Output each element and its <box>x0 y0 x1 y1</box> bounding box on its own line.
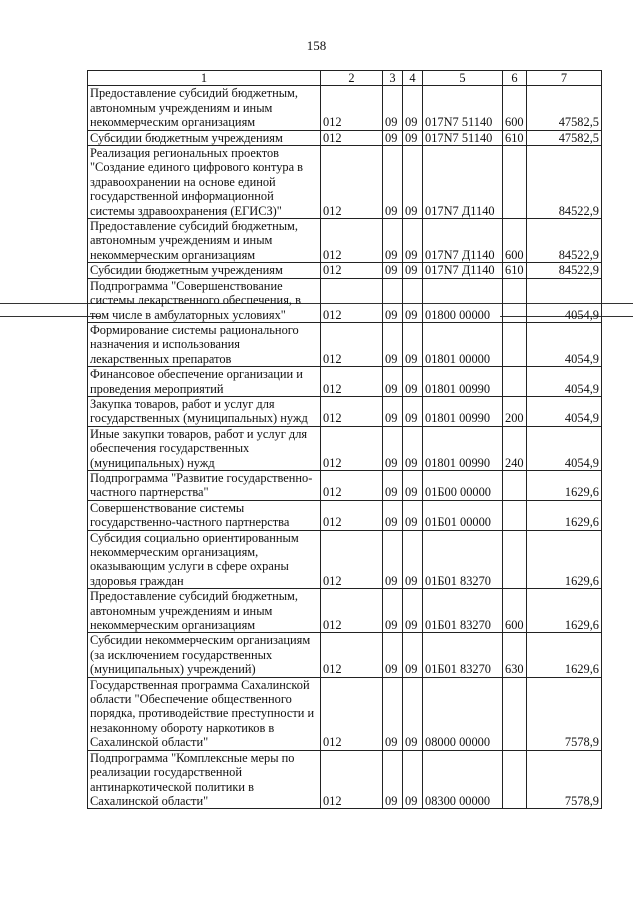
section-code: 09 <box>383 633 403 677</box>
section-code: 09 <box>383 86 403 130</box>
expense-type <box>503 677 527 750</box>
subsection-code: 09 <box>403 500 423 530</box>
table-row <box>88 530 602 589</box>
subsection-code: 09 <box>403 426 423 470</box>
section-code: 09 <box>383 500 403 530</box>
expense-type <box>503 322 527 366</box>
subsection-code: 09 <box>403 322 423 366</box>
column-header: 6 <box>503 71 527 86</box>
expense-type <box>503 500 527 530</box>
ministry-code: 012 <box>321 146 383 219</box>
row-name: Формирование системы рационального назначения и использования лекарственных препаратов <box>88 322 321 366</box>
section-code: 09 <box>383 470 403 500</box>
expense-type <box>503 470 527 500</box>
ministry-code: 012 <box>321 367 383 397</box>
section-code: 09 <box>383 367 403 397</box>
row-name: Закупка товаров, работ и услуг для государственных (муниципальных) нужд <box>88 396 321 426</box>
amount: 4054,9 <box>527 322 602 366</box>
row-name: Субсидии бюджетным учреждениям <box>88 263 321 278</box>
subsection-code: 09 <box>403 130 423 145</box>
section-code: 09 <box>383 750 403 809</box>
table-row <box>88 219 602 263</box>
ministry-code: 012 <box>321 530 383 589</box>
ministry-code: 012 <box>321 677 383 750</box>
subsection-code: 09 <box>403 750 423 809</box>
target-article: 01Б01 83270 <box>423 530 503 589</box>
expense-type <box>503 278 527 322</box>
amount: 7578,9 <box>527 677 602 750</box>
row-name: Субсидии бюджетным учреждениям <box>88 130 321 145</box>
page-number: 158 <box>306 38 327 53</box>
subsection-code: 09 <box>403 396 423 426</box>
table-row <box>88 263 602 278</box>
subsection-code: 09 <box>403 86 423 130</box>
section-code: 09 <box>383 130 403 145</box>
target-article: 017N7 Д1140 <box>423 263 503 278</box>
target-article: 01Б01 00000 <box>423 500 503 530</box>
amount: 47582,5 <box>527 86 602 130</box>
table-row <box>88 750 602 809</box>
table-row <box>88 86 602 130</box>
amount: 47582,5 <box>527 130 602 145</box>
expense-type <box>503 750 527 809</box>
table-row <box>88 500 602 530</box>
expense-type: 600 <box>503 589 527 633</box>
row-name: Субсидии некоммерческим организациям (за исключением государственных (муниципальных) учреждений) <box>88 633 321 677</box>
amount: 4054,9 <box>527 426 602 470</box>
section-code: 09 <box>383 426 403 470</box>
section-code: 09 <box>383 263 403 278</box>
target-article: 017N7 51140 <box>423 86 503 130</box>
expense-type: 630 <box>503 633 527 677</box>
subsection-code: 09 <box>403 278 423 322</box>
expense-type: 610 <box>503 130 527 145</box>
amount: 4054,9 <box>527 367 602 397</box>
amount: 1629,6 <box>527 530 602 589</box>
table-row <box>88 589 602 633</box>
section-code: 09 <box>383 677 403 750</box>
subsection-code: 09 <box>403 677 423 750</box>
column-header: 4 <box>403 71 423 86</box>
expense-type <box>503 367 527 397</box>
table-row <box>88 146 602 219</box>
row-name: Предоставление субсидий бюджетным, автономным учреждениям и иным некоммерческим организациям <box>88 86 321 130</box>
target-article: 08000 00000 <box>423 677 503 750</box>
subsection-code: 09 <box>403 633 423 677</box>
section-code: 09 <box>383 146 403 219</box>
expense-type <box>503 530 527 589</box>
table-row <box>88 130 602 145</box>
row-name: Подпрограмма "Развитие государственно-частного партнерства" <box>88 470 321 500</box>
ministry-code: 012 <box>321 633 383 677</box>
ministry-code: 012 <box>321 426 383 470</box>
subsection-code: 09 <box>403 530 423 589</box>
column-header: 1 <box>88 71 321 86</box>
ministry-code: 012 <box>321 470 383 500</box>
target-article: 017N7 Д1140 <box>423 146 503 219</box>
target-article: 01801 00990 <box>423 426 503 470</box>
target-article: 01801 00990 <box>423 396 503 426</box>
amount: 7578,9 <box>527 750 602 809</box>
section-code: 09 <box>383 219 403 263</box>
target-article: 01Б00 00000 <box>423 470 503 500</box>
row-name: Предоставление субсидий бюджетным, автономным учреждениям и иным некоммерческим организациям <box>88 589 321 633</box>
subsection-code: 09 <box>403 470 423 500</box>
target-article: 01Б01 83270 <box>423 633 503 677</box>
budget-table <box>87 70 602 809</box>
amount: 84522,9 <box>527 219 602 263</box>
target-article: 08300 00000 <box>423 750 503 809</box>
section-code: 09 <box>383 396 403 426</box>
amount: 1629,6 <box>527 589 602 633</box>
subsection-code: 09 <box>403 367 423 397</box>
table-row <box>88 426 602 470</box>
ministry-code: 012 <box>321 396 383 426</box>
table-body <box>88 86 602 809</box>
ministry-code: 012 <box>321 589 383 633</box>
section-code: 09 <box>383 589 403 633</box>
subsection-code: 09 <box>403 146 423 219</box>
expense-type: 610 <box>503 263 527 278</box>
column-header: 5 <box>423 71 503 86</box>
subsection-code: 09 <box>403 219 423 263</box>
row-name: Подпрограмма "Комплексные меры по реализации государственной антинаркотической политики в Сахалинской области" <box>88 750 321 809</box>
section-code: 09 <box>383 322 403 366</box>
subsection-code: 09 <box>403 589 423 633</box>
target-article: 017N7 51140 <box>423 130 503 145</box>
target-article: 01801 00990 <box>423 367 503 397</box>
row-name: Реализация региональных проектов "Создание единого цифрового контура в здравоохранении на основе единой государственной информационной системы здравоохранения (ЕГИСЗ)" <box>88 146 321 219</box>
ministry-code: 012 <box>321 219 383 263</box>
amount: 1629,6 <box>527 633 602 677</box>
expense-type: 600 <box>503 86 527 130</box>
ministry-code: 012 <box>321 263 383 278</box>
target-article: 01Б01 83270 <box>423 589 503 633</box>
expense-type: 240 <box>503 426 527 470</box>
row-name: Подпрограмма "Совершенствование системы лекарственного обеспечения, в том числе в амбулаторных условиях" <box>88 278 321 322</box>
table-row <box>88 396 602 426</box>
section-code: 09 <box>383 530 403 589</box>
amount: 1629,6 <box>527 470 602 500</box>
row-name: Совершенствование системы государственно-частного партнерства <box>88 500 321 530</box>
section-code: 09 <box>383 278 403 322</box>
ministry-code: 012 <box>321 750 383 809</box>
column-header: 3 <box>383 71 403 86</box>
ministry-code: 012 <box>321 130 383 145</box>
expense-type: 200 <box>503 396 527 426</box>
amount: 1629,6 <box>527 500 602 530</box>
table-row <box>88 367 602 397</box>
expense-type <box>503 146 527 219</box>
row-name: Государственная программа Сахалинской области "Обеспечение общественного порядка, противодействие преступности и незаконному обороту наркотиков в Сахалинской области" <box>88 677 321 750</box>
row-name: Финансовое обеспечение организации и проведения мероприятий <box>88 367 321 397</box>
column-header: 2 <box>321 71 383 86</box>
strike-line <box>0 316 100 317</box>
subsection-code: 09 <box>403 263 423 278</box>
ministry-code: 012 <box>321 278 383 322</box>
ministry-code: 012 <box>321 322 383 366</box>
row-name: Субсидия социально ориентированным некоммерческим организациям, оказывающим услуги в сфере охраны здоровья граждан <box>88 530 321 589</box>
table-row <box>88 677 602 750</box>
table-row <box>88 322 602 366</box>
amount: 4054,9 <box>527 278 602 322</box>
table-row <box>88 633 602 677</box>
ministry-code: 012 <box>321 86 383 130</box>
table-row <box>88 470 602 500</box>
column-header: 7 <box>527 71 602 86</box>
amount: 84522,9 <box>527 146 602 219</box>
target-article: 017N7 Д1140 <box>423 219 503 263</box>
target-article: 01800 00000 <box>423 278 503 322</box>
amount: 4054,9 <box>527 396 602 426</box>
amount: 84522,9 <box>527 263 602 278</box>
target-article: 01801 00000 <box>423 322 503 366</box>
header-row <box>88 71 602 86</box>
row-name: Иные закупки товаров, работ и услуг для обеспечения государственных (муниципальных) нужд <box>88 426 321 470</box>
expense-type: 600 <box>503 219 527 263</box>
table-row <box>88 278 602 322</box>
ministry-code: 012 <box>321 500 383 530</box>
row-name: Предоставление субсидий бюджетным, автономным учреждениям и иным некоммерческим организациям <box>88 219 321 263</box>
